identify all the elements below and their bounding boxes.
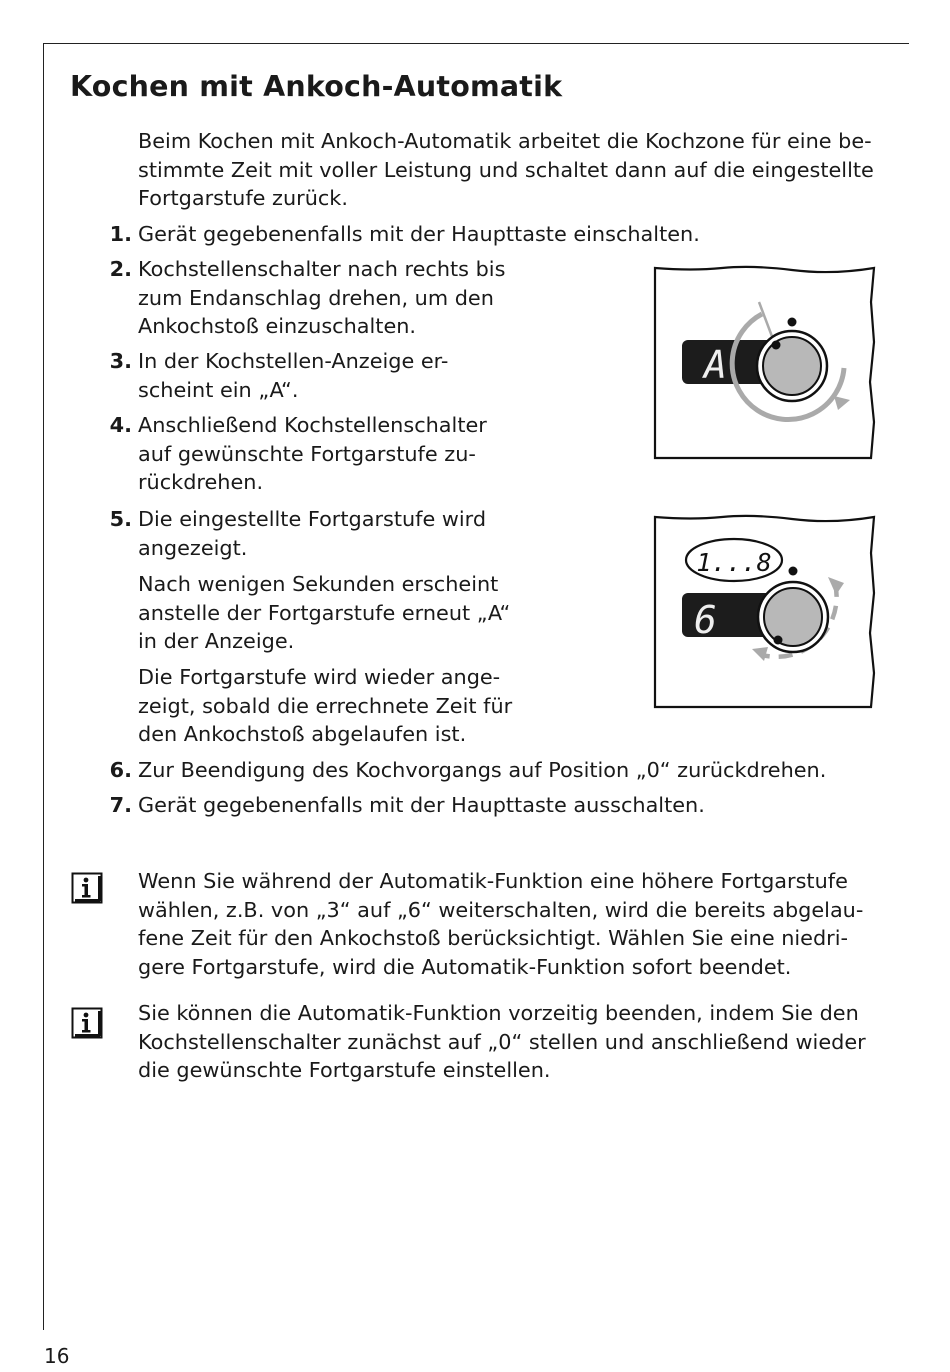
step-text — [138, 220, 700, 249]
page-title: Kochen mit Ankoch-Automatik — [70, 70, 563, 103]
step-text — [138, 255, 505, 341]
info-line: fene Zeit für den Ankochstoß berücksichtigt. Wählen Sie eine niedri- — [138, 926, 849, 951]
step-line: Die eingestellte Fortgarstufe wird — [138, 507, 487, 531]
top-rule — [43, 43, 909, 44]
info-line: die gewünschte Fortgarstufe einstellen. — [138, 1058, 551, 1083]
page-number: 16 — [44, 1344, 70, 1368]
step-line: Anschließend Kochstellenschalter — [138, 413, 487, 437]
step-line: In der Kochstellen-Anzeige er- — [138, 349, 449, 373]
step5-note — [138, 570, 510, 656]
step-line: Ankochstoß einzuschalten. — [138, 314, 417, 339]
intro-line: Beim Kochen mit Ankoch-Automatik arbeitet die Kochzone für eine be- — [138, 129, 872, 153]
step-line: Gerät gegebenenfalls mit der Haupttaste ausschalten. — [138, 793, 705, 817]
note-line: Nach wenigen Sekunden erscheint — [138, 572, 499, 596]
step-number: 3. — [109, 349, 132, 373]
step-number: 1. — [109, 222, 132, 246]
knob-indicator-icon — [772, 341, 781, 350]
step-number: 7. — [109, 793, 132, 817]
step-line: angezeigt. — [138, 535, 248, 560]
figure-fortgarstufe-display — [652, 513, 878, 713]
step-line: scheint ein „A“. — [138, 377, 299, 402]
figure-ankoch-display-a — [652, 262, 878, 462]
info-note — [138, 999, 866, 1085]
position-dot-icon — [789, 567, 798, 576]
display-readout: 6 — [694, 598, 717, 642]
info-line: Wenn Sie während der Automatik-Funktion eine höhere Fortgarstufe — [138, 869, 848, 893]
intro-line: stimmte Zeit mit voller Leistung und schaltet dann auf die eingestellte — [138, 157, 874, 182]
note-line: den Ankochstoß abgelaufen ist. — [138, 722, 467, 747]
knob-cap — [764, 588, 822, 646]
step-line: zum Endanschlag drehen, um den — [138, 285, 494, 310]
info-note — [138, 867, 863, 981]
step-text — [138, 791, 705, 820]
position-dot-icon — [788, 318, 797, 327]
step-line: Zur Beendigung des Kochvorgangs auf Position „0“ zurückdrehen. — [138, 758, 827, 782]
info-line: Sie können die Automatik-Funktion vorzeitig beenden, indem Sie den — [138, 1001, 859, 1025]
step-number: 4. — [109, 413, 132, 437]
step-line: Gerät gegebenenfalls mit der Haupttaste einschalten. — [138, 222, 700, 246]
step-number: 6. — [109, 758, 132, 782]
step-line: Kochstellenschalter nach rechts bis — [138, 257, 506, 281]
display-readout: A — [704, 343, 727, 387]
info-icon — [71, 1007, 103, 1039]
step-number: 2. — [109, 257, 132, 281]
info-icon — [71, 872, 103, 904]
step-text — [138, 505, 486, 562]
step-number: 5. — [109, 507, 132, 531]
step-line: rückdrehen. — [138, 470, 264, 495]
info-line: Kochstellenschalter zunächst auf „0“ stellen und anschließend wieder — [138, 1029, 866, 1054]
step-text — [138, 756, 826, 785]
step-text — [138, 411, 487, 497]
step-line: auf gewünschte Fortgarstufe zu- — [138, 441, 476, 466]
info-line: gere Fortgarstufe, wird die Automatik-Funktion sofort beendet. — [138, 954, 792, 979]
level-range-label: 1...8 — [696, 548, 772, 577]
note-line: anstelle der Fortgarstufe erneut „A“ — [138, 600, 511, 625]
intro-line: Fortgarstufe zurück. — [138, 186, 348, 211]
note-line: zeigt, sobald die errechnete Zeit für — [138, 693, 513, 718]
step5-note — [138, 663, 512, 749]
step-text — [138, 347, 448, 404]
info-line: wählen, z.B. von „3“ auf „6“ weiterschalten, wird die bereits abgelau- — [138, 897, 864, 922]
intro-paragraph — [138, 127, 874, 213]
note-line: Die Fortgarstufe wird wieder ange- — [138, 665, 501, 689]
note-line: in der Anzeige. — [138, 629, 295, 654]
knob-indicator-icon — [774, 636, 783, 645]
left-rule — [43, 43, 44, 1330]
